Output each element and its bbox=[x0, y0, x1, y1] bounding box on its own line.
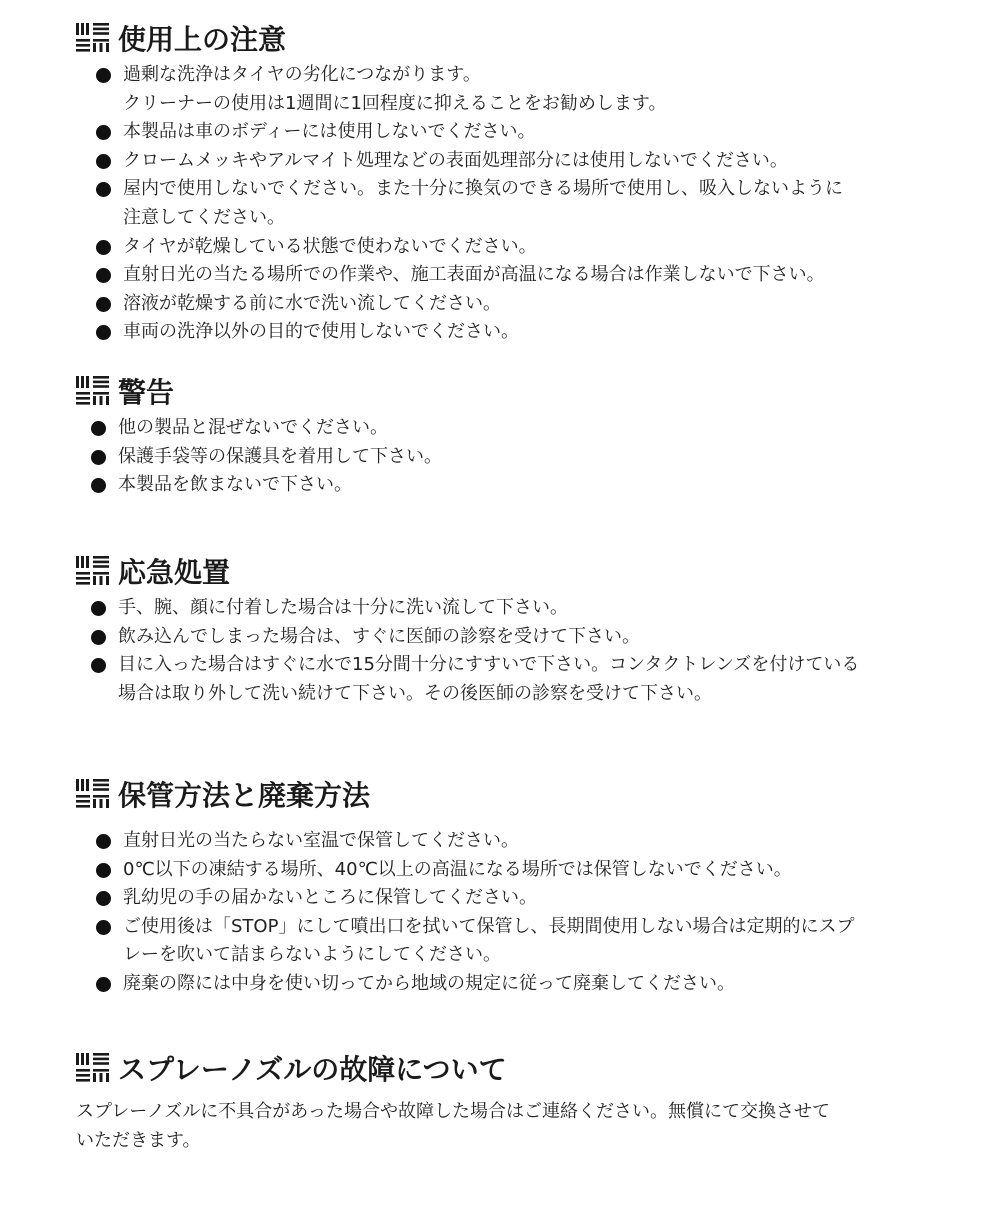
list-item: タイヤが乾燥している状態で使わないでください。 bbox=[96, 233, 843, 262]
list-item: 飲み込んでしまった場合は、すぐに医師の診察を受けて下さい。 bbox=[91, 623, 859, 652]
list-item: 本製品は車のボディーには使用しないでください。 bbox=[96, 118, 843, 147]
stripes-icon bbox=[76, 779, 110, 809]
bullet-icon bbox=[91, 630, 106, 645]
stripes-icon bbox=[76, 376, 110, 406]
section-title: 応急処置 bbox=[118, 556, 231, 589]
list-item: 車両の洗浄以外の目的で使用しないでください。 bbox=[96, 318, 843, 347]
list-item: 溶液が乾燥する前に水で洗い流してください。 bbox=[96, 290, 843, 319]
bullet-icon bbox=[96, 297, 111, 312]
notes-list bbox=[96, 61, 843, 347]
list-item: 直射日光の当たらない室温で保管してください。 bbox=[96, 827, 854, 856]
bullet-icon bbox=[91, 658, 106, 673]
list-item: ご使用後は「STOP」にして噴出口を拭いて保管し、長期間使用しない場合は定期的にスプ レーを吹いて詰まらないようにしてください。 bbox=[96, 913, 854, 970]
bullet-icon bbox=[96, 920, 111, 935]
section-title: 使用上の注意 bbox=[118, 23, 287, 56]
first-aid-list bbox=[91, 594, 859, 708]
list-item: 他の製品と混ぜないでください。 bbox=[91, 414, 442, 443]
section-title: スプレーノズルの故障について bbox=[118, 1053, 507, 1086]
section-heading bbox=[76, 551, 230, 591]
section-title: 保管方法と廃棄方法 bbox=[118, 779, 371, 812]
section-heading bbox=[76, 774, 370, 814]
bullet-icon bbox=[96, 891, 111, 906]
list-item: 0℃以下の凍結する場所、40℃以上の高温になる場所では保管しないでください。 bbox=[96, 856, 854, 885]
list-item: 廃棄の際には中身を使い切ってから地域の規定に従って廃棄してください。 bbox=[96, 970, 854, 999]
bullet-icon bbox=[91, 601, 106, 616]
stripes-icon bbox=[76, 1053, 110, 1083]
list-item: 本製品を飲まないで下さい。 bbox=[91, 471, 442, 500]
paragraph-line: いただきます。 bbox=[76, 1130, 201, 1151]
bullet-icon bbox=[96, 240, 111, 255]
stripes-icon bbox=[76, 556, 110, 586]
stripes-icon bbox=[76, 23, 110, 53]
bullet-icon bbox=[96, 834, 111, 849]
bullet-icon bbox=[96, 325, 111, 340]
bullet-icon bbox=[91, 478, 106, 493]
paragraph-line: スプレーノズルに不具合があった場合や故障した場合はご連絡ください。無償にて交換させて bbox=[76, 1101, 831, 1122]
bullet-icon bbox=[96, 182, 111, 197]
list-item: 過剰な洗浄はタイヤの劣化につながります。 クリーナーの使用は1週間に1回程度に抑えることをお勧めします。 bbox=[96, 61, 843, 118]
list-item: 直射日光の当たる場所での作業や、施工表面が高温になる場合は作業しないで下さい。 bbox=[96, 261, 843, 290]
bullet-icon bbox=[91, 450, 106, 465]
storage-list bbox=[96, 827, 854, 999]
bullet-icon bbox=[96, 125, 111, 140]
section-heading bbox=[76, 1048, 507, 1088]
list-item: 手、腕、顔に付着した場合は十分に洗い流して下さい。 bbox=[91, 594, 859, 623]
list-item: 乳幼児の手の届かないところに保管してください。 bbox=[96, 884, 854, 913]
bullet-icon bbox=[96, 268, 111, 283]
list-item: 目に入った場合はすぐに水で15分間十分にすすいで下さい。コンタクトレンズを付けている 場合は取り外して洗い続けて下さい。その後医師の診察を受けて下さい。 bbox=[91, 651, 859, 708]
bullet-icon bbox=[96, 863, 111, 878]
section-heading bbox=[76, 371, 174, 411]
list-item: クロームメッキやアルマイト処理などの表面処理部分には使用しないでください。 bbox=[96, 147, 843, 176]
nozzle-paragraph bbox=[76, 1097, 830, 1155]
warning-list bbox=[91, 414, 442, 500]
list-item: 屋内で使用しないでください。また十分に換気のできる場所で使用し、吸入しないように 注意してください。 bbox=[96, 175, 843, 232]
section-heading bbox=[76, 18, 286, 58]
bullet-icon bbox=[96, 977, 111, 992]
bullet-icon bbox=[91, 421, 106, 436]
list-item: 保護手袋等の保護具を着用して下さい。 bbox=[91, 443, 442, 472]
section-title: 警告 bbox=[118, 376, 175, 409]
bullet-icon bbox=[96, 154, 111, 169]
bullet-icon bbox=[96, 68, 111, 83]
